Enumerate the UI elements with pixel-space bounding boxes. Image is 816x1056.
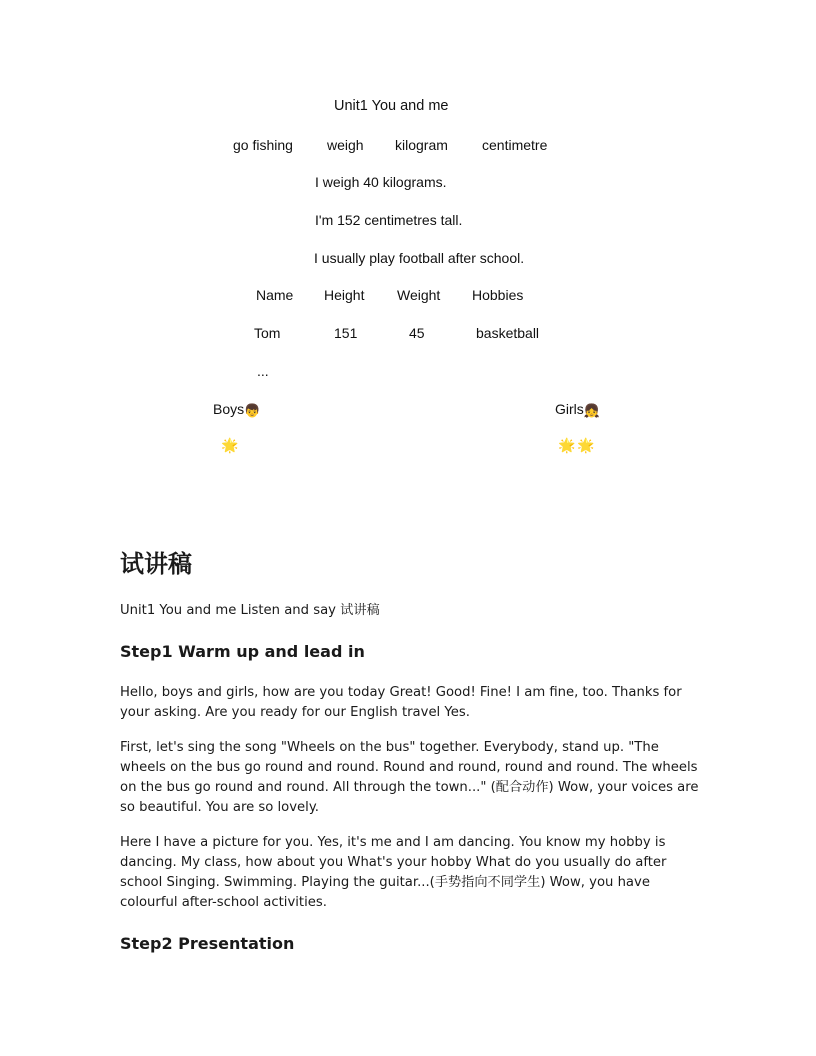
- vocab-kilogram: kilogram: [395, 137, 448, 153]
- table-cell-weight: 45: [409, 325, 425, 341]
- subtitle-text: Unit1 You and me Listen and say: [120, 603, 341, 618]
- paragraph-3-text-a: Here I have a picture for you. Yes, it's me and I am dancing. You know my hobby is dancing. My class, how about you What's your hobby What do you usually do after school Singing. Swimming. Playing the guitar...(: [120, 835, 667, 890]
- vocab-go-fishing: go fishing: [233, 137, 293, 153]
- paragraph-2-text-a: First, let's sing the song "Wheels on the bus" together. Everybody, stand up. "The wheels on the bus go round and round. Round and round, round and round. The wheels on the bus go round and round. All through the town..." (: [120, 740, 698, 795]
- table-header-height: Height: [324, 287, 365, 303]
- paragraph-2-cn: 配合动作: [495, 780, 549, 795]
- subtitle-cn: 试讲稿: [340, 603, 380, 618]
- table-cell-hobbies: basketball: [476, 325, 540, 341]
- sentence-weight: I weigh 40 kilograms.: [315, 174, 447, 190]
- table-header-name: Name: [256, 287, 294, 303]
- table-header-weight: Weight: [397, 287, 441, 303]
- girls-star-icon: 🌟: [577, 437, 595, 453]
- sentence-height: I'm 152 centimetres tall.: [315, 212, 463, 228]
- paragraph-1: Hello, boys and girls, how are you today Great! Good! Fine! I am fine, too. Thanks for your asking. Are you ready for our English travel Yes.: [120, 685, 682, 720]
- table-ellipsis: ...: [257, 363, 269, 379]
- paragraph-2: [120, 738, 700, 818]
- table-cell-name: Tom: [254, 325, 281, 341]
- paragraph-3: [120, 833, 700, 913]
- table-header-hobbies: Hobbies: [472, 287, 524, 303]
- team-girls: [555, 401, 600, 417]
- girls-star-icon: 🌟: [558, 437, 576, 453]
- step1-heading: Step1 Warm up and lead in: [120, 642, 365, 661]
- vocab-centimetre: centimetre: [482, 137, 548, 153]
- script-subtitle: [120, 601, 700, 621]
- girl-emoji-icon: 👧: [583, 403, 600, 418]
- script-heading: 试讲稿: [120, 550, 192, 578]
- unit-title: Unit1 You and me: [334, 98, 449, 114]
- paragraph-2-text-b: ) Wow, your voices are so beautiful. You are so lovely.: [120, 780, 699, 815]
- sentence-hobby: I usually play football after school.: [314, 250, 525, 266]
- step2-heading: Step2 Presentation: [120, 934, 295, 953]
- table-cell-height: 151: [334, 325, 358, 341]
- team-boys-label: Boys: [213, 401, 245, 417]
- team-girls-label: Girls: [555, 401, 584, 417]
- boy-emoji-icon: 👦: [244, 403, 261, 418]
- team-boys: [213, 401, 260, 417]
- vocab-weigh: weigh: [327, 137, 364, 153]
- paragraph-3-text-b: ) Wow, you have colourful after-school activities.: [120, 875, 650, 910]
- boys-star-icon: 🌟: [221, 437, 239, 453]
- paragraph-3-cn: 手势指向不同学生: [434, 875, 541, 890]
